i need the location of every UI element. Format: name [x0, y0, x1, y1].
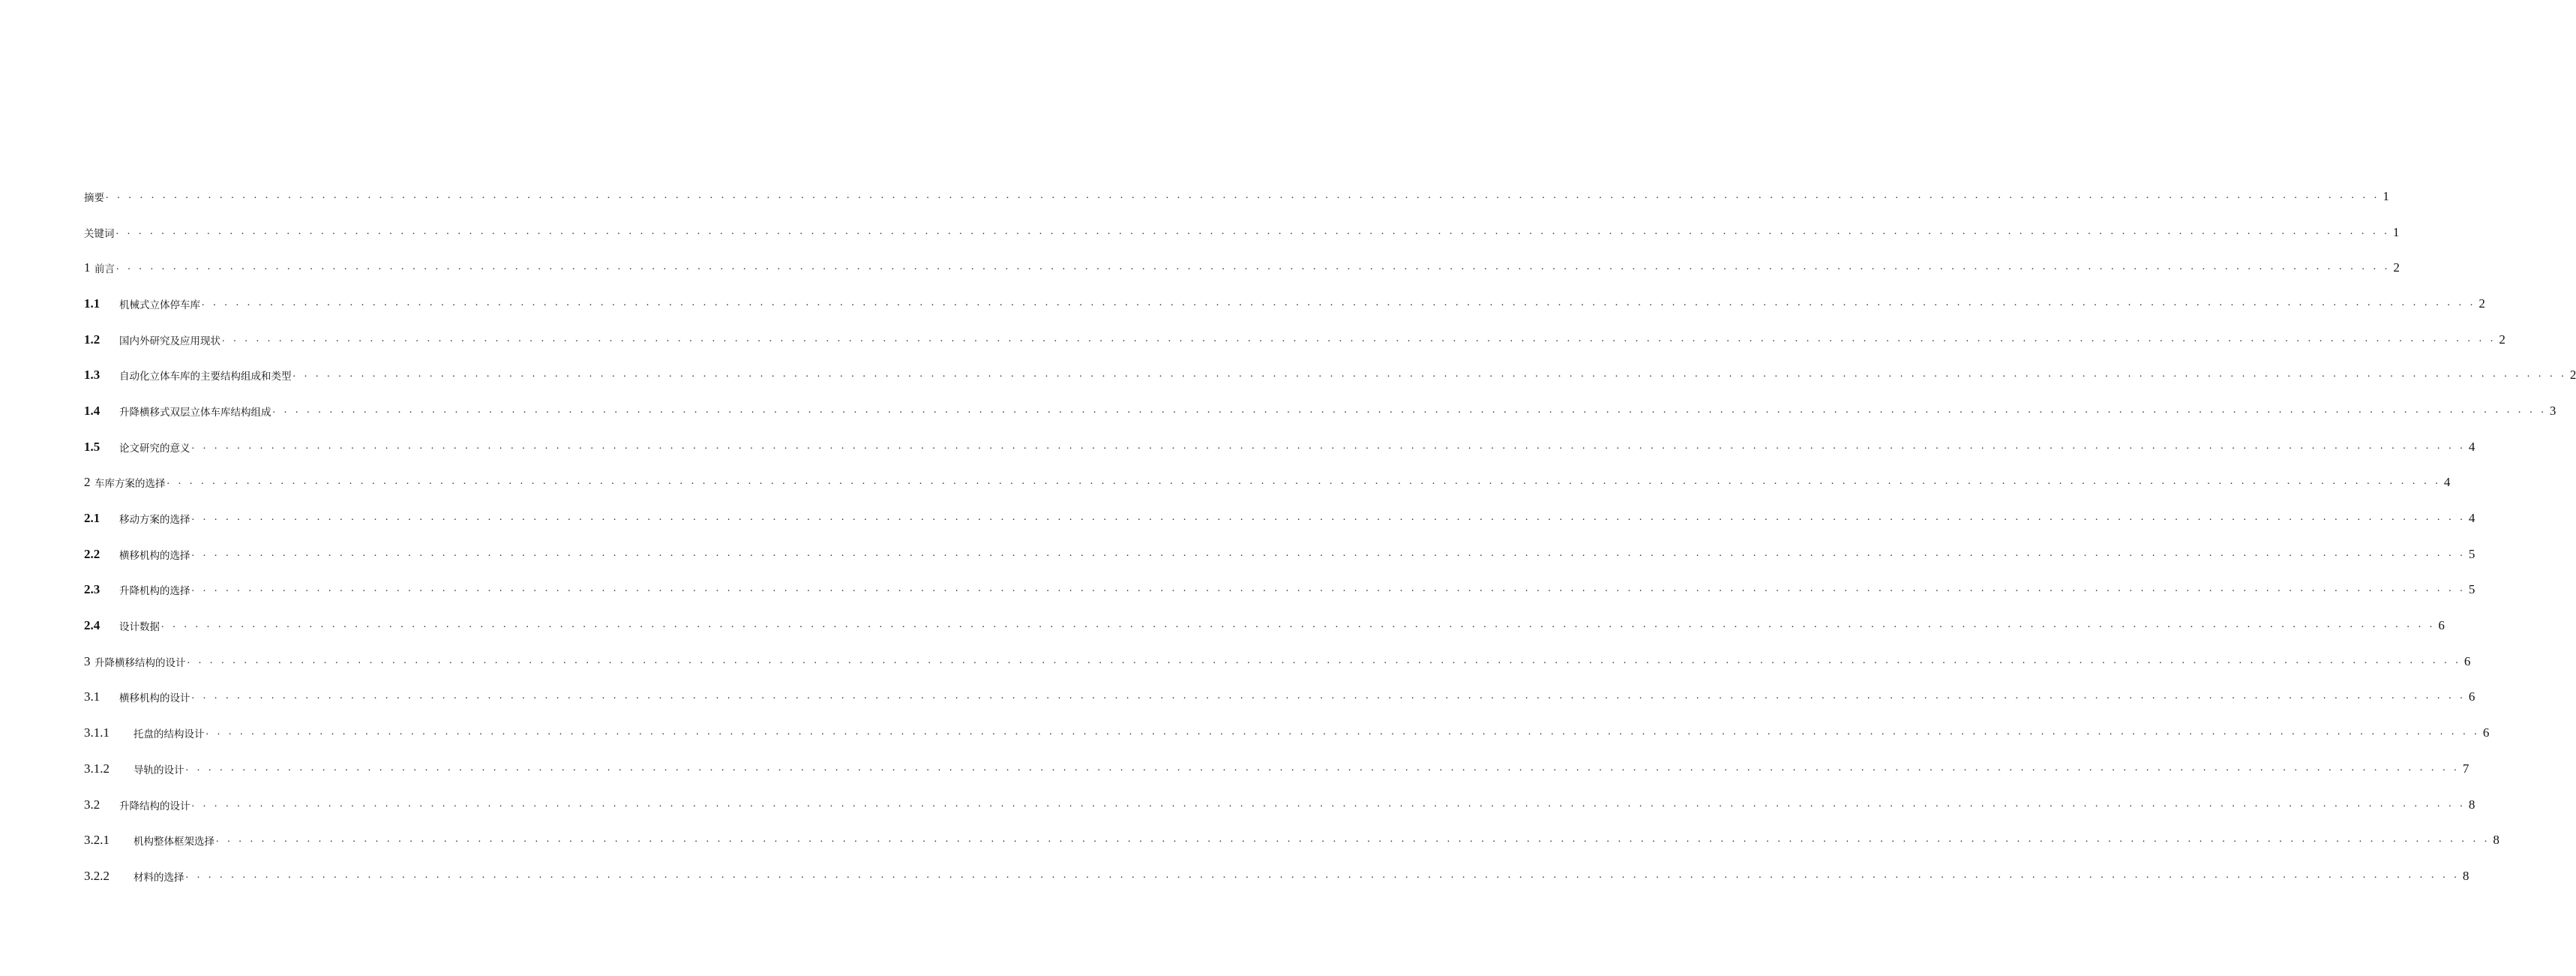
dot-leader: . . . . . . . . . . . . . . . . . . . . . . . . . . . . . . . . . . . . . . . . . . . . . . . . . . . . . . . . . . . . . . . . . . . . . . . . . . . . . . . . . . . . . . . . . . . . . . . . . . . . . . . . . . . . . . . . . . . . . . . . . . . . . . . . . . . . . . . . . . . . . . . . . . . . . . . . . . . . . . . . . . . . . . . . . . . . . . . . . . . . . . . . . . . . . . . . . . . . . . . .: [191, 440, 2466, 452]
toc-entry[interactable]: [84, 500, 2476, 536]
toc-entry-title: 横移机构的选择: [119, 549, 190, 562]
toc-entry-page-number: 2: [2479, 296, 2485, 311]
toc-entry-page-number: 2: [2499, 332, 2506, 347]
toc-entry[interactable]: [84, 429, 2476, 465]
dot-leader: . . . . . . . . . . . . . . . . . . . . . . . . . . . . . . . . . . . . . . . . . . . . . . . . . . . . . . . . . . . . . . . . . . . . . . . . . . . . . . . . . . . . . . . . . . . . . . . . . . . . . . . . . . . . . . . . . . . . . . . . . . . . . . . . . . . . . . . . . . . . . . . . . . . . . . . . . . . . . . . . . . . . . . . . . . . . . . . . . . . . . . . . . . . . . . . . . . . . . . . .: [292, 368, 2567, 380]
toc-entry-number: 3.1.2: [84, 761, 109, 776]
toc-entry[interactable]: [84, 715, 2490, 751]
toc-entry-page-number: 8: [2468, 797, 2476, 812]
toc-entry-number: 3: [84, 653, 91, 668]
dot-leader: . . . . . . . . . . . . . . . . . . . . . . . . . . . . . . . . . . . . . . . . . . . . . . . . . . . . . . . . . . . . . . . . . . . . . . . . . . . . . . . . . . . . . . . . . . . . . . . . . . . . . . . . . . . . . . . . . . . . . . . . . . . . . . . . . . . . . . . . . . . . . . . . . . . . . . . . . . . . . . . . . . . . . . . . . . . . . . . . . . . . . . . . . . . . . . . . . . . . . . . .: [222, 332, 2497, 344]
toc-entry[interactable]: [84, 286, 2485, 322]
toc-entry-number: 1.3: [84, 368, 100, 383]
toc-entry-page-number: 6: [2482, 725, 2490, 740]
toc-entry-number: 2.3: [84, 582, 100, 597]
toc-entry-page-number: 5: [2468, 582, 2476, 597]
toc-entry[interactable]: [84, 465, 2451, 501]
toc-entry-page-number: 1: [2392, 224, 2400, 239]
toc-entry-number: 2: [84, 475, 91, 490]
toc-entry[interactable]: [84, 608, 2445, 644]
toc-entry-page-number: 4: [2443, 475, 2451, 490]
dot-leader: . . . . . . . . . . . . . . . . . . . . . . . . . . . . . . . . . . . . . . . . . . . . . . . . . . . . . . . . . . . . . . . . . . . . . . . . . . . . . . . . . . . . . . . . . . . . . . . . . . . . . . . . . . . . . . . . . . . . . . . . . . . . . . . . . . . . . . . . . . . . . . . . . . . . . . . . . . . . . . . . . . . . . . . . . . . . . . . . . . . . . . . . . . . . . . . . . . . . . . . .: [116, 261, 2391, 273]
toc-entry-page-number: 6: [2468, 689, 2476, 704]
dot-leader: . . . . . . . . . . . . . . . . . . . . . . . . . . . . . . . . . . . . . . . . . . . . . . . . . . . . . . . . . . . . . . . . . . . . . . . . . . . . . . . . . . . . . . . . . . . . . . . . . . . . . . . . . . . . . . . . . . . . . . . . . . . . . . . . . . . . . . . . . . . . . . . . . . . . . . . . . . . . . . . . . . . . . . . . . . . . . . . . . . . . . . . . . . . . . . . . . . . . . . . .: [191, 547, 2466, 559]
toc-entry[interactable]: [84, 572, 2476, 608]
dot-leader: . . . . . . . . . . . . . . . . . . . . . . . . . . . . . . . . . . . . . . . . . . . . . . . . . . . . . . . . . . . . . . . . . . . . . . . . . . . . . . . . . . . . . . . . . . . . . . . . . . . . . . . . . . . . . . . . . . . . . . . . . . . . . . . . . . . . . . . . . . . . . . . . . . . . . . . . . . . . . . . . . . . . . . . . . . . . . . . . . . . . . . . . . . . . . . . . . . . . . . . .: [166, 476, 2441, 488]
toc-entry-page-number: 8: [2462, 868, 2470, 883]
toc-entry-title: 横移机构的设计: [119, 692, 190, 705]
toc-entry-title: 自动化立体车库的主要结构组成和类型: [119, 371, 292, 383]
dot-leader: . . . . . . . . . . . . . . . . . . . . . . . . . . . . . . . . . . . . . . . . . . . . . . . . . . . . . . . . . . . . . . . . . . . . . . . . . . . . . . . . . . . . . . . . . . . . . . . . . . . . . . . . . . . . . . . . . . . . . . . . . . . . . . . . . . . . . . . . . . . . . . . . . . . . . . . . . . . . . . . . . . . . . . . . . . . . . . . . . . . . . . . . . . . . . . . . . . . . . . . .: [106, 189, 2380, 201]
toc-entry-number: 1: [84, 260, 91, 275]
dot-leader: . . . . . . . . . . . . . . . . . . . . . . . . . . . . . . . . . . . . . . . . . . . . . . . . . . . . . . . . . . . . . . . . . . . . . . . . . . . . . . . . . . . . . . . . . . . . . . . . . . . . . . . . . . . . . . . . . . . . . . . . . . . . . . . . . . . . . . . . . . . . . . . . . . . . . . . . . . . . . . . . . . . . . . . . . . . . . . . . . . . . . . . . . . . . . . . . . . . . . . . .: [191, 797, 2466, 809]
toc-entry-number: 2.4: [84, 618, 100, 633]
toc-entry-title: 升降横移式双层立体车库结构组成: [119, 406, 271, 419]
dot-leader: . . . . . . . . . . . . . . . . . . . . . . . . . . . . . . . . . . . . . . . . . . . . . . . . . . . . . . . . . . . . . . . . . . . . . . . . . . . . . . . . . . . . . . . . . . . . . . . . . . . . . . . . . . . . . . . . . . . . . . . . . . . . . . . . . . . . . . . . . . . . . . . . . . . . . . . . . . . . . . . . . . . . . . . . . . . . . . . . . . . . . . . . . . . . . . . . . . . . . . . .: [115, 225, 2390, 237]
toc-entry-title: 论文研究的意义: [119, 442, 190, 455]
toc-entry-title: 机械式立体停车库: [119, 299, 200, 311]
toc-entry-number: 2.2: [84, 546, 100, 561]
toc-entry-title: 导轨的设计: [133, 764, 184, 776]
toc-entry-title: 国内外研究及应用现状: [119, 335, 220, 347]
toc-entry-page-number: 8: [2493, 833, 2500, 848]
toc-entry-page-number: 4: [2468, 439, 2476, 454]
dot-leader: . . . . . . . . . . . . . . . . . . . . . . . . . . . . . . . . . . . . . . . . . . . . . . . . . . . . . . . . . . . . . . . . . . . . . . . . . . . . . . . . . . . . . . . . . . . . . . . . . . . . . . . . . . . . . . . . . . . . . . . . . . . . . . . . . . . . . . . . . . . . . . . . . . . . . . . . . . . . . . . . . . . . . . . . . . . . . . . . . . . . . . . . . . . . . . . . . . . . . . . .: [185, 761, 2460, 773]
toc-entry-title: 托盘的结构设计: [133, 728, 205, 741]
dot-leader: . . . . . . . . . . . . . . . . . . . . . . . . . . . . . . . . . . . . . . . . . . . . . . . . . . . . . . . . . . . . . . . . . . . . . . . . . . . . . . . . . . . . . . . . . . . . . . . . . . . . . . . . . . . . . . . . . . . . . . . . . . . . . . . . . . . . . . . . . . . . . . . . . . . . . . . . . . . . . . . . . . . . . . . . . . . . . . . . . . . . . . . . . . . . . . . . . . . . . . . .: [216, 833, 2491, 845]
toc-entry[interactable]: [84, 751, 2470, 787]
toc-entry-page-number: 2: [2393, 260, 2400, 275]
toc-entry-number: 1.4: [84, 403, 100, 418]
dot-leader: . . . . . . . . . . . . . . . . . . . . . . . . . . . . . . . . . . . . . . . . . . . . . . . . . . . . . . . . . . . . . . . . . . . . . . . . . . . . . . . . . . . . . . . . . . . . . . . . . . . . . . . . . . . . . . . . . . . . . . . . . . . . . . . . . . . . . . . . . . . . . . . . . . . . . . . . . . . . . . . . . . . . . . . . . . . . . . . . . . . . . . . . . . . . . . . . . . . . . . . .: [205, 726, 2480, 738]
toc-entry-number: 3.1.1: [84, 725, 109, 740]
toc-entry[interactable]: [84, 250, 2400, 286]
toc-entry[interactable]: [84, 680, 2476, 716]
toc-entry-number: 3.2: [84, 797, 100, 812]
toc-entry[interactable]: [84, 858, 2470, 894]
toc-entry-page-number: 7: [2462, 761, 2470, 776]
dot-leader: . . . . . . . . . . . . . . . . . . . . . . . . . . . . . . . . . . . . . . . . . . . . . . . . . . . . . . . . . . . . . . . . . . . . . . . . . . . . . . . . . . . . . . . . . . . . . . . . . . . . . . . . . . . . . . . . . . . . . . . . . . . . . . . . . . . . . . . . . . . . . . . . . . . . . . . . . . . . . . . . . . . . . . . . . . . . . . . . . . . . . . . . . . . . . . . . . . . . . . . .: [185, 869, 2460, 881]
toc-entry-number: 1.2: [84, 332, 100, 347]
dot-leader: . . . . . . . . . . . . . . . . . . . . . . . . . . . . . . . . . . . . . . . . . . . . . . . . . . . . . . . . . . . . . . . . . . . . . . . . . . . . . . . . . . . . . . . . . . . . . . . . . . . . . . . . . . . . . . . . . . . . . . . . . . . . . . . . . . . . . . . . . . . . . . . . . . . . . . . . . . . . . . . . . . . . . . . . . . . . . . . . . . . . . . . . . . . . . . . . . . . . . . . .: [191, 583, 2466, 595]
toc-entry-page-number: 4: [2468, 511, 2476, 526]
toc-entry-title: 摘要: [84, 191, 104, 204]
dot-leader: . . . . . . . . . . . . . . . . . . . . . . . . . . . . . . . . . . . . . . . . . . . . . . . . . . . . . . . . . . . . . . . . . . . . . . . . . . . . . . . . . . . . . . . . . . . . . . . . . . . . . . . . . . . . . . . . . . . . . . . . . . . . . . . . . . . . . . . . . . . . . . . . . . . . . . . . . . . . . . . . . . . . . . . . . . . . . . . . . . . . . . . . . . . . . . . . . . . . . . . .: [191, 512, 2466, 524]
toc-entry-title: 移动方案的选择: [119, 514, 190, 527]
dot-leader: . . . . . . . . . . . . . . . . . . . . . . . . . . . . . . . . . . . . . . . . . . . . . . . . . . . . . . . . . . . . . . . . . . . . . . . . . . . . . . . . . . . . . . . . . . . . . . . . . . . . . . . . . . . . . . . . . . . . . . . . . . . . . . . . . . . . . . . . . . . . . . . . . . . . . . . . . . . . . . . . . . . . . . . . . . . . . . . . . . . . . . . . . . . . . . . . . . . . . . . .: [191, 690, 2466, 702]
toc-entry-number: 3.2.2: [84, 868, 109, 883]
dot-leader: . . . . . . . . . . . . . . . . . . . . . . . . . . . . . . . . . . . . . . . . . . . . . . . . . . . . . . . . . . . . . . . . . . . . . . . . . . . . . . . . . . . . . . . . . . . . . . . . . . . . . . . . . . . . . . . . . . . . . . . . . . . . . . . . . . . . . . . . . . . . . . . . . . . . . . . . . . . . . . . . . . . . . . . . . . . . . . . . . . . . . . . . . . . . . . . . . . . . . . . .: [187, 654, 2461, 666]
toc-entry[interactable]: [84, 644, 2471, 680]
toc-entry-title: 升降横移结构的设计: [94, 656, 186, 669]
toc-entry[interactable]: [84, 322, 2506, 358]
dot-leader: . . . . . . . . . . . . . . . . . . . . . . . . . . . . . . . . . . . . . . . . . . . . . . . . . . . . . . . . . . . . . . . . . . . . . . . . . . . . . . . . . . . . . . . . . . . . . . . . . . . . . . . . . . . . . . . . . . . . . . . . . . . . . . . . . . . . . . . . . . . . . . . . . . . . . . . . . . . . . . . . . . . . . . . . . . . . . . . . . . . . . . . . . . . . . . . . . . . . . . . .: [272, 404, 2547, 416]
toc-entry-title: 前言: [94, 263, 115, 276]
table-of-contents: [84, 179, 2576, 894]
toc-entry[interactable]: [84, 787, 2476, 823]
toc-entry-number: 2.1: [84, 511, 100, 526]
toc-entry-number: 3.1: [84, 689, 100, 704]
toc-entry-page-number: 3: [2549, 403, 2557, 418]
toc-entry-page-number: 1: [2383, 188, 2389, 203]
toc-entry-page-number: 5: [2468, 546, 2476, 561]
toc-entry-title: 机构整体框架选择: [133, 836, 214, 848]
toc-entry-title: 升降机构的选择: [119, 585, 190, 598]
toc-entry-page-number: 2: [2569, 368, 2576, 383]
toc-entry[interactable]: [84, 215, 2400, 251]
toc-entry[interactable]: [84, 179, 2389, 215]
toc-entry-number: 1.5: [84, 439, 100, 454]
toc-entry-number: 1.1: [84, 296, 100, 311]
toc-entry-title: 设计数据: [119, 621, 160, 634]
toc-entry-title: 关键词: [84, 227, 115, 240]
toc-entry-title: 升降结构的设计: [119, 800, 190, 812]
toc-entry-title: 车库方案的选择: [94, 478, 166, 491]
toc-entry[interactable]: [84, 357, 2576, 393]
toc-entry-number: 3.2.1: [84, 833, 109, 848]
toc-entry[interactable]: [84, 536, 2476, 572]
dot-leader: . . . . . . . . . . . . . . . . . . . . . . . . . . . . . . . . . . . . . . . . . . . . . . . . . . . . . . . . . . . . . . . . . . . . . . . . . . . . . . . . . . . . . . . . . . . . . . . . . . . . . . . . . . . . . . . . . . . . . . . . . . . . . . . . . . . . . . . . . . . . . . . . . . . . . . . . . . . . . . . . . . . . . . . . . . . . . . . . . . . . . . . . . . . . . . . . . . . . . . . .: [161, 619, 2436, 631]
toc-entry[interactable]: [84, 822, 2500, 858]
toc-entry-title: 材料的选择: [133, 871, 184, 884]
toc-entry-page-number: 6: [2464, 653, 2471, 668]
dot-leader: . . . . . . . . . . . . . . . . . . . . . . . . . . . . . . . . . . . . . . . . . . . . . . . . . . . . . . . . . . . . . . . . . . . . . . . . . . . . . . . . . . . . . . . . . . . . . . . . . . . . . . . . . . . . . . . . . . . . . . . . . . . . . . . . . . . . . . . . . . . . . . . . . . . . . . . . . . . . . . . . . . . . . . . . . . . . . . . . . . . . . . . . . . . . . . . . . . . . . . . .: [202, 296, 2476, 308]
toc-entry-page-number: 6: [2438, 618, 2445, 633]
toc-entry[interactable]: [84, 393, 2557, 429]
